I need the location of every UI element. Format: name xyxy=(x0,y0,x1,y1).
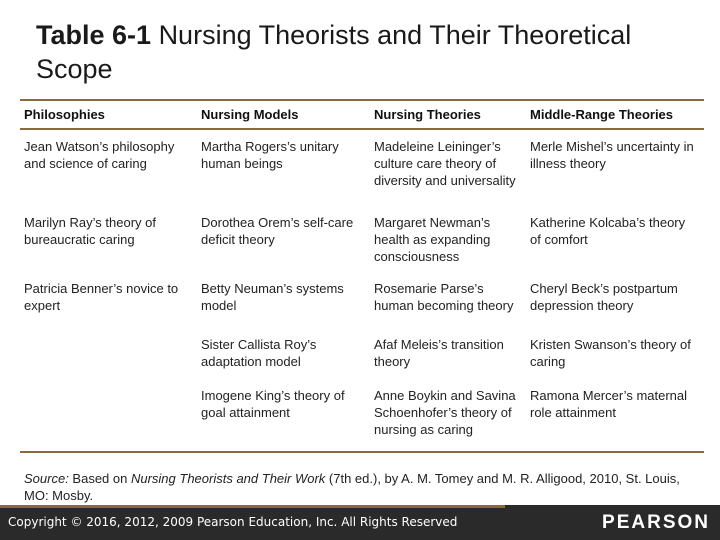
source-citation: (7th ed.), by A. M. Tomey and M. R. Alligood, 2010, St. Louis, MO: Mosby. xyxy=(24,471,680,503)
table-cell: Imogene King’s theory of goal attainment xyxy=(201,388,345,420)
table-cell: Patricia Benner’s novice to expert xyxy=(24,281,179,313)
table-cell: Anne Boykin and Savina Schoenhofer’s theory of nursing as caring xyxy=(374,388,516,437)
table-cell: Margaret Newman’s health as expanding consciousness xyxy=(374,215,491,264)
table-number: Table 6-1 xyxy=(36,20,152,50)
footer-bar xyxy=(0,505,720,540)
table-cell: Sister Callista Roy’s adaptation model xyxy=(201,337,317,369)
source-work-title: Nursing Theorists and Their Work xyxy=(130,471,326,486)
table-cell: Kristen Swanson’s theory of caring xyxy=(530,337,691,369)
table-cell: Merle Mishel’s uncertainty in illness theory xyxy=(530,139,694,171)
header-middle-range-theories: Middle-Range Theories xyxy=(530,107,674,122)
table-cell: Afaf Meleis’s transition theory xyxy=(374,337,504,369)
theorists-table xyxy=(20,99,704,453)
copyright-text: Copyright © 2016, 2012, 2009 Pearson Education, Inc. All Rights Reserved xyxy=(8,515,458,529)
table-row xyxy=(20,328,704,379)
header-nursing-theories: Nursing Theories xyxy=(374,107,481,122)
table-cell xyxy=(20,328,197,379)
source-note xyxy=(24,470,704,504)
source-label: Source: xyxy=(24,471,69,486)
table-cell: Dorothea Orem’s self-care deficit theory xyxy=(201,215,354,247)
table-title-text: Nursing Theorists and Their Theoretical Scope xyxy=(36,20,632,84)
table-row xyxy=(20,129,704,206)
table-row xyxy=(20,206,704,272)
source-pre: Based on xyxy=(68,471,131,486)
pearson-logo: PEARSON xyxy=(602,512,710,533)
footer-accent-line xyxy=(0,505,505,508)
slide-title xyxy=(36,18,696,86)
table-row xyxy=(20,272,704,328)
table-row xyxy=(20,379,704,452)
table-cell: Martha Rogers’s unitary human beings xyxy=(201,139,339,171)
table-cell: Marilyn Ray’s theory of bureaucratic caring xyxy=(24,215,156,247)
table-cell: Jean Watson’s philosophy and science of caring xyxy=(24,139,175,171)
theorists-table-container xyxy=(20,99,704,453)
header-nursing-models: Nursing Models xyxy=(201,107,299,122)
table-cell: Cheryl Beck’s postpartum depression theory xyxy=(530,281,678,313)
table-cell: Ramona Mercer’s maternal role attainment xyxy=(530,388,688,420)
table-cell: Katherine Kolcaba’s theory of comfort xyxy=(530,215,686,247)
table-header-row xyxy=(20,100,704,129)
table-cell xyxy=(20,379,197,452)
header-philosophies: Philosophies xyxy=(24,107,105,122)
table-cell: Rosemarie Parse’s human becoming theory xyxy=(374,281,514,313)
table-cell: Madeleine Leininger’s culture care theory of diversity and universality xyxy=(374,139,516,188)
table-cell: Betty Neuman’s systems model xyxy=(201,281,344,313)
